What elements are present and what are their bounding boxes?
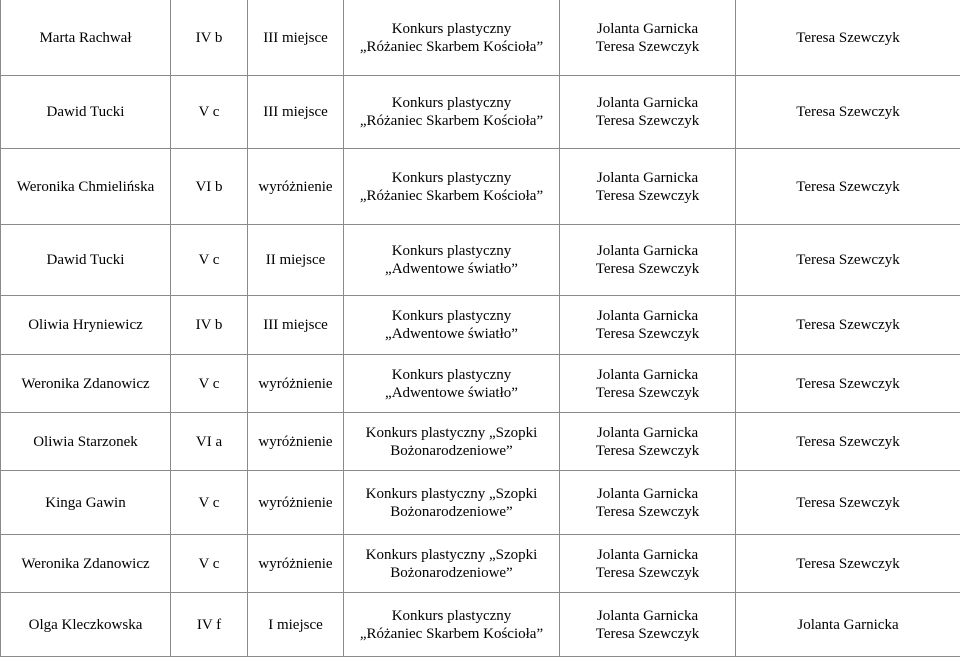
class: VI a [171,413,248,471]
award-place: wyróżnienie [248,471,344,535]
teacher-2: Teresa Szewczyk [564,187,731,205]
student-name: Olga Kleczkowska [1,593,171,657]
contest-line-1: Konkurs plastyczny „Szopki [348,424,555,442]
contest-line-1: Konkurs plastyczny [348,242,555,260]
contest [344,296,560,355]
contest-line-2: „Różaniec Skarbem Kościoła” [348,187,555,205]
contest-line-1: Konkurs plastyczny „Szopki [348,546,555,564]
teacher-2: Teresa Szewczyk [564,625,731,643]
supervisor: Teresa Szewczyk [736,413,960,471]
contest [344,593,560,657]
teachers [560,76,736,149]
contest-line-2: Bożonarodzeniowe” [348,442,555,460]
contest [344,413,560,471]
teacher-1: Jolanta Garnicka [564,20,731,38]
contest-line-2: „Różaniec Skarbem Kościoła” [348,625,555,643]
student-name: Oliwia Hryniewicz [1,296,171,355]
teachers [560,471,736,535]
supervisor: Teresa Szewczyk [736,355,960,413]
contest-line-1: Konkurs plastyczny [348,94,555,112]
teacher-1: Jolanta Garnicka [564,607,731,625]
teacher-2: Teresa Szewczyk [564,503,731,521]
table-row [1,355,960,413]
supervisor: Teresa Szewczyk [736,76,960,149]
contest [344,355,560,413]
teachers [560,535,736,593]
teacher-1: Jolanta Garnicka [564,546,731,564]
contest-line-2: „Adwentowe światło” [348,325,555,343]
table-row [1,593,960,657]
table-row [1,149,960,225]
table-row [1,296,960,355]
contest [344,535,560,593]
supervisor: Jolanta Garnicka [736,593,960,657]
contest-line-2: „Adwentowe światło” [348,384,555,402]
class: V c [171,355,248,413]
teacher-2: Teresa Szewczyk [564,325,731,343]
student-name: Oliwia Starzonek [1,413,171,471]
table-row [1,225,960,296]
award-place: wyróżnienie [248,355,344,413]
class: V c [171,535,248,593]
award-place: wyróżnienie [248,149,344,225]
contest [344,471,560,535]
contest-line-1: Konkurs plastyczny [348,169,555,187]
award-place: III miejsce [248,296,344,355]
supervisor: Teresa Szewczyk [736,149,960,225]
contest-line-1: Konkurs plastyczny [348,366,555,384]
class: IV f [171,593,248,657]
teachers [560,413,736,471]
student-name: Dawid Tucki [1,225,171,296]
class: V c [171,76,248,149]
teachers [560,0,736,76]
contest [344,225,560,296]
teachers [560,149,736,225]
class: IV b [171,0,248,76]
award-place: III miejsce [248,76,344,149]
contest-line-2: „Adwentowe światło” [348,260,555,278]
teacher-2: Teresa Szewczyk [564,260,731,278]
teacher-2: Teresa Szewczyk [564,564,731,582]
class: IV b [171,296,248,355]
teachers [560,593,736,657]
student-name: Dawid Tucki [1,76,171,149]
student-name: Weronika Zdanowicz [1,355,171,413]
student-name: Weronika Chmielińska [1,149,171,225]
table-row [1,535,960,593]
teacher-1: Jolanta Garnicka [564,242,731,260]
teacher-1: Jolanta Garnicka [564,424,731,442]
teacher-1: Jolanta Garnicka [564,366,731,384]
contest [344,149,560,225]
contest-line-2: Bożonarodzeniowe” [348,503,555,521]
supervisor: Teresa Szewczyk [736,296,960,355]
class: V c [171,471,248,535]
award-place: wyróżnienie [248,535,344,593]
contest-line-1: Konkurs plastyczny [348,20,555,38]
teacher-2: Teresa Szewczyk [564,384,731,402]
contest-line-1: Konkurs plastyczny [348,307,555,325]
supervisor: Teresa Szewczyk [736,535,960,593]
student-name: Marta Rachwał [1,0,171,76]
award-place: I miejsce [248,593,344,657]
supervisor: Teresa Szewczyk [736,0,960,76]
contest-line-1: Konkurs plastyczny [348,607,555,625]
class: V c [171,225,248,296]
table-row [1,76,960,149]
contest [344,76,560,149]
contest [344,0,560,76]
award-place: wyróżnienie [248,413,344,471]
teacher-1: Jolanta Garnicka [564,169,731,187]
contest-line-1: Konkurs plastyczny „Szopki [348,485,555,503]
table-row [1,0,960,76]
teacher-2: Teresa Szewczyk [564,112,731,130]
teacher-1: Jolanta Garnicka [564,307,731,325]
student-name: Weronika Zdanowicz [1,535,171,593]
table-row [1,413,960,471]
teacher-2: Teresa Szewczyk [564,38,731,56]
table-row [1,471,960,535]
student-name: Kinga Gawin [1,471,171,535]
class: VI b [171,149,248,225]
award-place: III miejsce [248,0,344,76]
contest-line-2: „Różaniec Skarbem Kościoła” [348,112,555,130]
teacher-1: Jolanta Garnicka [564,94,731,112]
contest-line-2: „Różaniec Skarbem Kościoła” [348,38,555,56]
teacher-2: Teresa Szewczyk [564,442,731,460]
award-place: II miejsce [248,225,344,296]
teachers [560,225,736,296]
contest-line-2: Bożonarodzeniowe” [348,564,555,582]
teachers [560,296,736,355]
teachers [560,355,736,413]
teacher-1: Jolanta Garnicka [564,485,731,503]
supervisor: Teresa Szewczyk [736,471,960,535]
supervisor: Teresa Szewczyk [736,225,960,296]
